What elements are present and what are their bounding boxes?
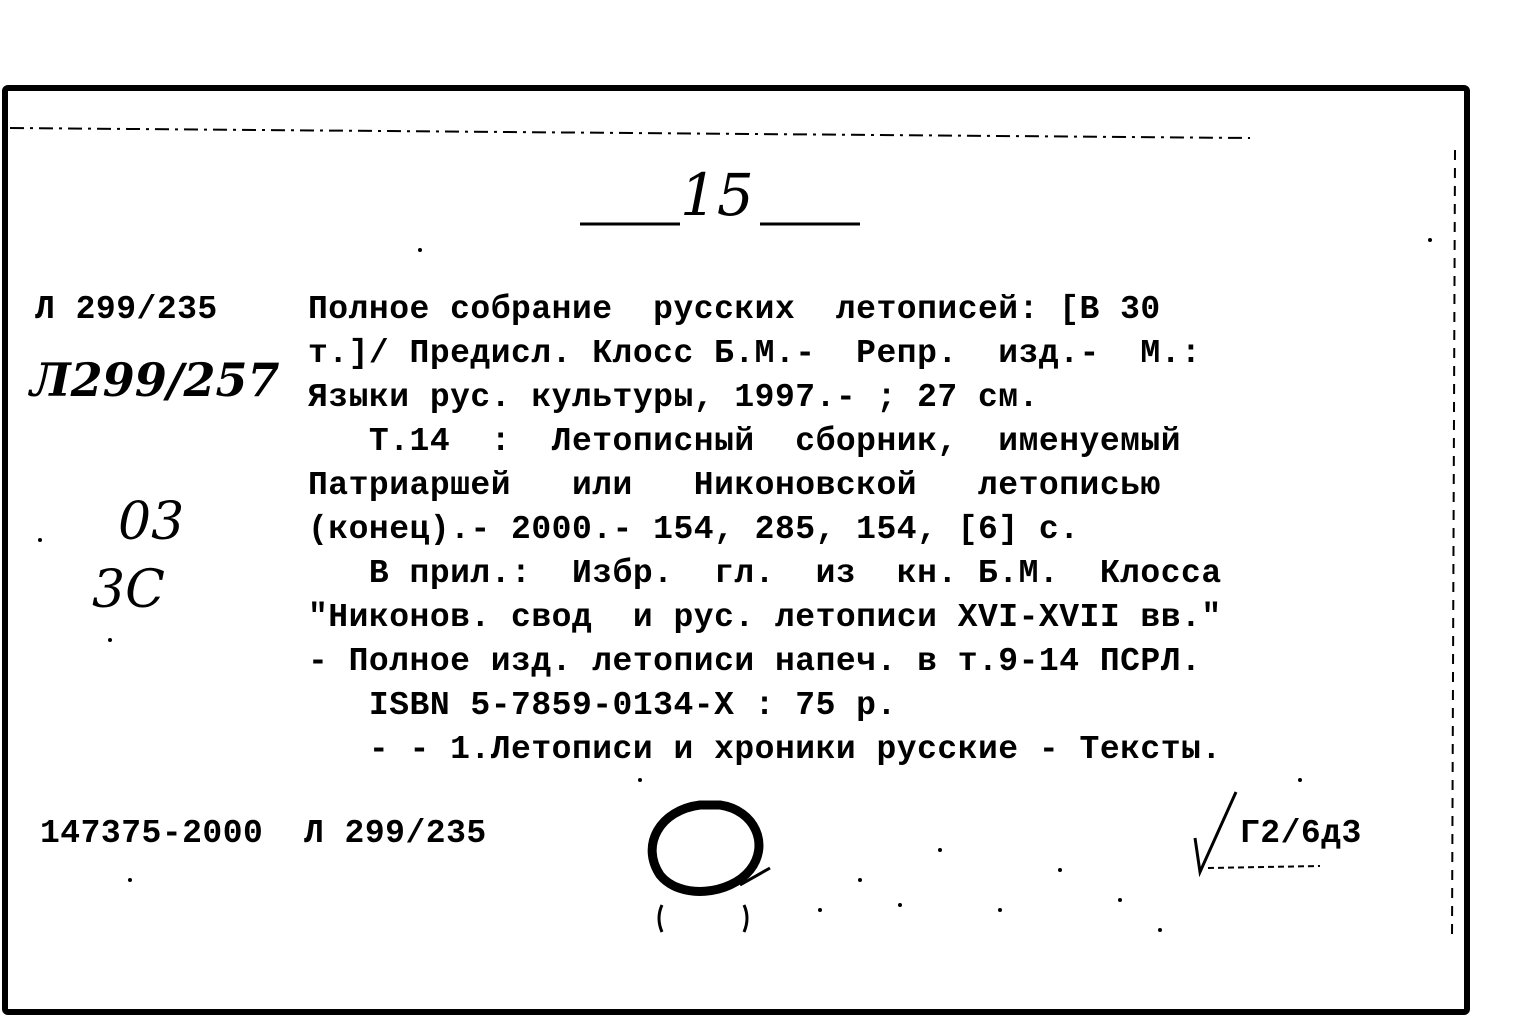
record-line-2: т.]/ Предисл. Клосс Б.М.- Репр. изд.- М.: <box>308 335 1202 372</box>
handwritten-code-1: 03 <box>118 492 185 552</box>
card-number: 15 <box>680 161 754 229</box>
call-number: Л 299/235 <box>35 291 218 328</box>
record-line-11: - - 1.Летописи и хроники русские - Тексты. <box>308 731 1222 768</box>
record-line-9: - Полное изд. летописи напеч. в т.9-14 ПСРЛ. <box>308 643 1202 680</box>
record-line-7: В прил.: Избр. гл. из кн. Б.М. Клосса <box>308 555 1222 592</box>
record-line-4: Т.14 : Летописный сборник, именуемый <box>308 423 1182 460</box>
record-line-10: ISBN 5-7859-0134-X : 75 р. <box>308 687 897 724</box>
handwritten-call-number: Л299/257 <box>30 353 280 407</box>
footer-location-code: Г2/6д3 <box>1240 815 1362 852</box>
record-line-5: Патриаршей или Никоновской летописью <box>308 467 1161 504</box>
record-line-8: "Никонов. свод и рус. летописи XVI-XVII вв." <box>308 599 1222 636</box>
footer-inventory: 147375-2000 Л 299/235 <box>40 815 487 852</box>
handwritten-code-2: 3С <box>92 560 165 620</box>
record-line-6: (конец).- 2000.- 154, 285, 154, [6] с. <box>308 511 1080 548</box>
record-line-1: Полное собрание русских летописей: [В 30 <box>308 291 1161 328</box>
record-line-3: Языки рус. культуры, 1997.- ; 27 см. <box>308 379 1039 416</box>
